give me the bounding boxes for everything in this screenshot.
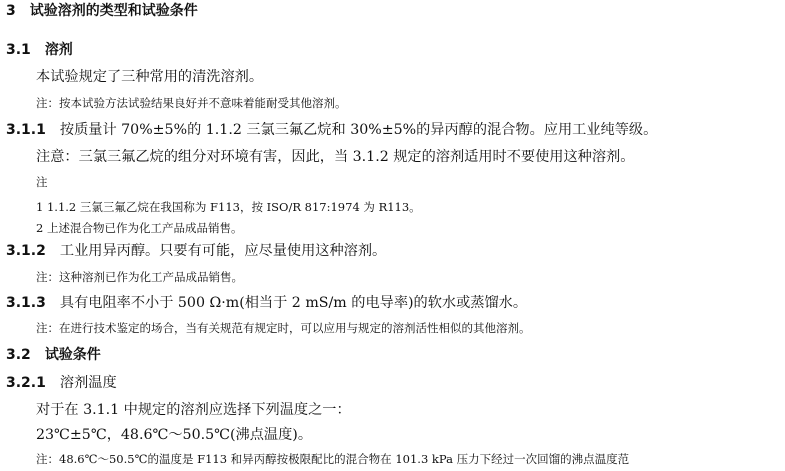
section-title: 试验条件 xyxy=(44,347,101,363)
section-number: 3.1 xyxy=(6,42,31,58)
section-title: 溶剂 xyxy=(44,42,73,58)
clause-3-1-3 xyxy=(6,296,527,310)
paragraph-3-2-1-values: 23℃±5℃，48.6℃～50.5℃(沸点温度)。 xyxy=(36,427,313,443)
section-3-heading xyxy=(6,4,198,18)
clause-3-2-1 xyxy=(6,376,117,390)
clause-number: 3.1.2 xyxy=(6,243,46,259)
note-3-1-3: 注：在进行技术鉴定的场合，当有关规范有规定时，可以应用与规定的溶剂活性相似的其他溶剂。 xyxy=(36,321,531,335)
section-title: 试验溶剂的类型和试验条件 xyxy=(29,3,198,19)
section-number: 3.2 xyxy=(6,347,31,363)
caution-3-1-1: 注意：三氯三氟乙烷的组分对环境有害，因此，当 3.1.2 规定的溶剂适用时不要使用这种溶剂。 xyxy=(36,149,635,165)
note-3-1: 注：按本试验方法试验结果良好并不意味着能耐受其他溶剂。 xyxy=(36,96,347,110)
section-3-2-heading xyxy=(6,348,101,362)
note-3-1-1-item-2: 2 上述混合物已作为化工产品成品销售。 xyxy=(36,221,243,235)
clause-text: 工业用异丙醇。只要有可能，应尽量使用这种溶剂。 xyxy=(59,243,387,259)
clause-number: 3.1.1 xyxy=(6,122,46,138)
paragraph-3-2-1-intro: 对于在 3.1.1 中规定的溶剂应选择下列温度之一： xyxy=(36,402,351,418)
clause-title: 溶剂温度 xyxy=(59,375,117,391)
paragraph-3-1-intro: 本试验规定了三种常用的清洗溶剂。 xyxy=(36,69,264,85)
section-number: 3 xyxy=(6,3,16,19)
note-heading-3-1-1: 注 xyxy=(36,175,48,189)
note-3-1-2: 注：这种溶剂已作为化工产品成品销售。 xyxy=(36,270,243,284)
clause-3-1-1 xyxy=(6,123,657,137)
note-3-2-1: 注：48.6℃～50.5℃的温度是 F113 和异丙醇按极限配比的混合物在 101.3 kPa 压力下经过一次回馏的沸点温度范 xyxy=(36,452,630,466)
clause-number: 3.1.3 xyxy=(6,295,46,311)
section-3-1-heading xyxy=(6,43,73,57)
clause-number: 3.2.1 xyxy=(6,375,46,391)
clause-text: 具有电阻率不小于 500 Ω·m(相当于 2 mS/m 的电导率)的软水或蒸馏水。 xyxy=(59,295,528,311)
clause-text: 按质量计 70%±5%的 1.1.2 三氯三氟乙烷和 30%±5%的异丙醇的混合物。应用工业纯等级。 xyxy=(59,122,658,138)
note-3-1-1-item-1: 1 1.1.2 三氯三氟乙烷在我国称为 F113，按 ISO/R 817:1974 为 R113。 xyxy=(36,200,421,214)
clause-3-1-2 xyxy=(6,244,386,258)
